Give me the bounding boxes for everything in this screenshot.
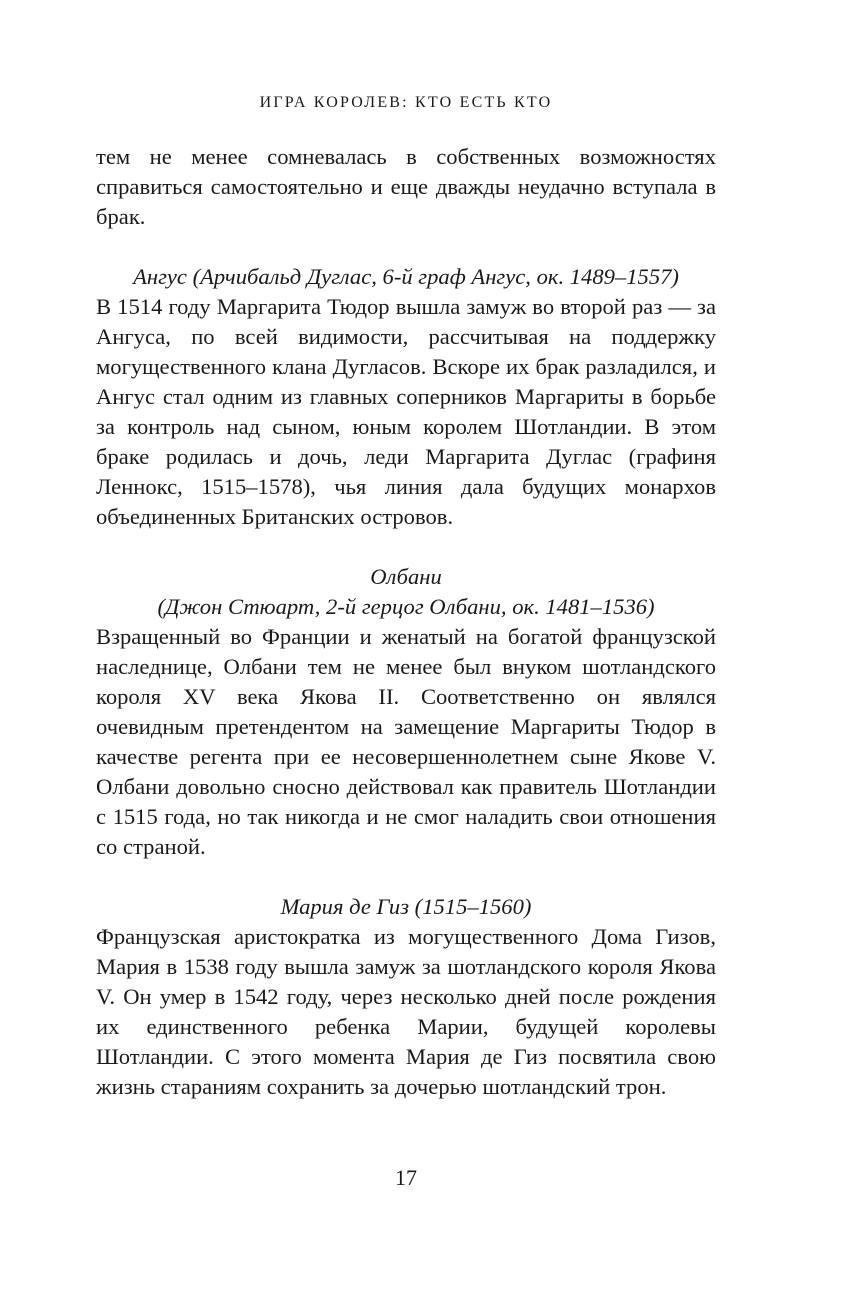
entry-body: Взращенный во Франции и женатый на богатой французской наследнице, Олбани тем не менее был внуком шотландского короля XV века Якова II. Соответственно он являлся очевидным претендентом на замещение Маргариты Тюдор в качестве регента при ее несовершеннолетнем сыне Якове V. Олбани довольно сносно действовал как правитель Шотландии с 1515 года, но так никогда и не смог наладить свои отношения со страной. xyxy=(96,624,716,859)
entry-angus xyxy=(96,262,716,532)
page-content xyxy=(96,142,716,1102)
running-head: ИГРА КОРОЛЕВ: КТО ЕСТЬ КТО xyxy=(259,94,553,111)
entry-subtitle: (Джон Стюарт, 2-й герцог Олбани, ок. 1481–1536) xyxy=(157,594,655,619)
entry-mary-of-guise xyxy=(96,892,716,1102)
entry-albany xyxy=(96,562,716,862)
entry-title: Мария де Гиз (1515–1560) xyxy=(280,894,532,919)
continuation-paragraph: тем не менее сомневалась в собственных возможностях справиться самостоятельно и еще дважды неудачно вступала в брак. xyxy=(96,144,716,229)
entry-title: Олбани xyxy=(370,564,442,589)
entry-body: Французская аристократка из могущественного Дома Гизов, Мария в 1538 году вышла замуж за шотландского короля Якова V. Он умер в 1542 году, через несколько дней после рождения их единственного ребенка Марии, будущей королевы Шотландии. С этого момента Мария де Гиз посвятила свою жизнь стараниям сохранить за дочерью шотландский трон. xyxy=(96,924,716,1099)
entry-body: В 1514 году Маргарита Тюдор вышла замуж во второй раз — за Ангуса, по всей видимости, рассчитывая на поддержку могущественного клана Дугласов. Вскоре их брак разладился, и Ангус стал одним из главных соперников Маргариты в борьбе за контроль над сыном, юным королем Шотландии. В этом браке родилась и дочь, леди Маргарита Дуглас (графиня Леннокс, 1515–1578), чья линия дала будущих монархов объединенных Британских островов. xyxy=(96,294,716,529)
entry-title: Ангус (Арчибальд Дуглас, 6-й граф Ангус, ок. 1489–1557) xyxy=(133,264,679,289)
book-page xyxy=(96,0,716,1299)
page-number: 17 xyxy=(395,1165,417,1190)
